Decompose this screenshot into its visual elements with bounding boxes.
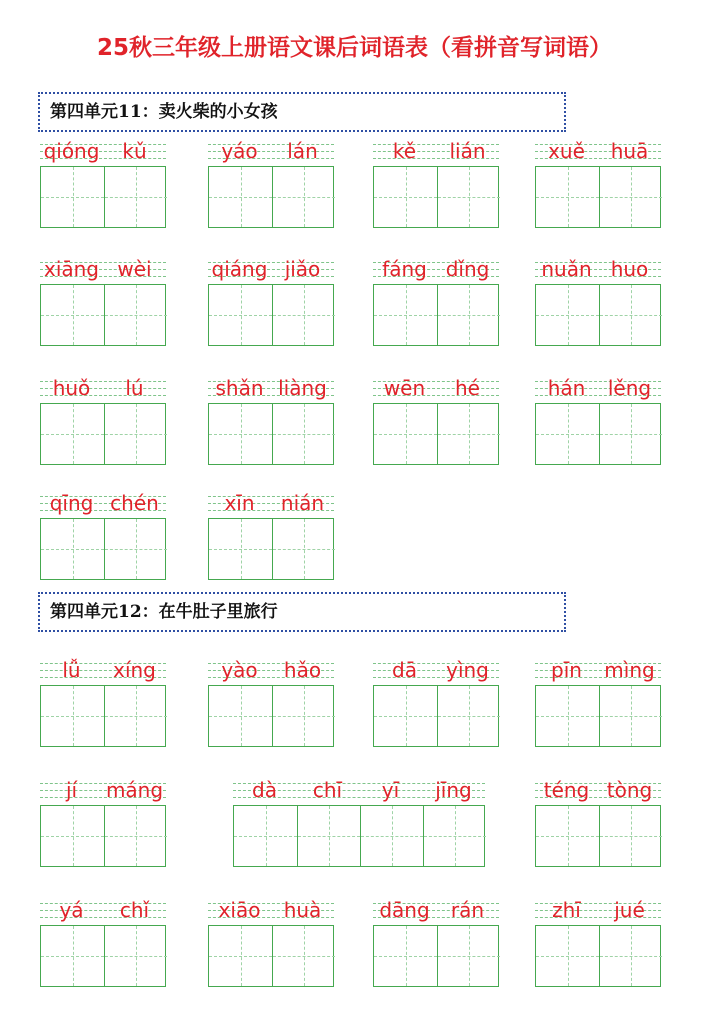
pinyin-syllable: xiāng xyxy=(43,257,100,281)
cell-vertical-guide xyxy=(392,806,393,866)
pinyin-syllable: yìng xyxy=(446,658,489,682)
cell-vertical-guide xyxy=(406,404,407,464)
writing-grid xyxy=(535,805,661,867)
cell-vertical-guide xyxy=(631,806,632,866)
pinyin-syllable: lǚ xyxy=(62,658,81,682)
cell-vertical-guide xyxy=(136,519,137,579)
tianzi-cell[interactable] xyxy=(536,926,599,986)
tianzi-cell[interactable] xyxy=(41,167,104,227)
cell-vertical-guide xyxy=(136,404,137,464)
word-box xyxy=(233,777,485,869)
pinyin-row xyxy=(373,256,499,282)
pinyin-syllable: lián xyxy=(449,139,486,163)
pinyin-syllable: lú xyxy=(125,376,144,400)
cell-vertical-guide xyxy=(73,167,74,227)
tianzi-cell[interactable] xyxy=(41,285,104,345)
tianzi-cell[interactable] xyxy=(272,167,335,227)
tianzi-cell[interactable] xyxy=(104,926,167,986)
word-box xyxy=(535,138,661,230)
pinyin-row xyxy=(208,256,334,282)
cell-vertical-guide xyxy=(568,686,569,746)
pinyin-row xyxy=(40,897,166,923)
cell-vertical-guide xyxy=(568,806,569,866)
cell-vertical-guide xyxy=(136,167,137,227)
pinyin-syllable: lán xyxy=(287,139,318,163)
pinyin-syllable: tòng xyxy=(606,778,653,802)
tianzi-cell[interactable] xyxy=(104,285,167,345)
tianzi-cell[interactable] xyxy=(104,167,167,227)
tianzi-cell[interactable] xyxy=(437,285,500,345)
pinyin-syllable: hán xyxy=(547,376,586,400)
word-box xyxy=(535,897,661,989)
tianzi-cell[interactable] xyxy=(209,519,272,579)
tianzi-cell[interactable] xyxy=(104,404,167,464)
tianzi-cell[interactable] xyxy=(209,285,272,345)
tianzi-cell[interactable] xyxy=(360,806,423,866)
cell-vertical-guide xyxy=(304,686,305,746)
tianzi-cell[interactable] xyxy=(437,926,500,986)
word-box xyxy=(208,256,334,348)
tianzi-cell[interactable] xyxy=(536,806,599,866)
pinyin-syllable: shǎn xyxy=(215,376,264,400)
pinyin-syllable: yào xyxy=(221,658,258,682)
pinyin-syllable: rán xyxy=(450,898,485,922)
tianzi-cell[interactable] xyxy=(374,926,437,986)
word-box xyxy=(535,256,661,348)
writing-grid xyxy=(208,685,334,747)
pinyin-row xyxy=(208,138,334,164)
pinyin-syllable: yī xyxy=(381,778,400,802)
pinyin-syllable: yá xyxy=(59,898,84,922)
cell-vertical-guide xyxy=(73,519,74,579)
pinyin-syllable: xīn xyxy=(224,491,255,515)
cell-vertical-guide xyxy=(568,926,569,986)
tianzi-cell[interactable] xyxy=(297,806,360,866)
word-box xyxy=(373,897,499,989)
word-box xyxy=(373,657,499,749)
cell-vertical-guide xyxy=(455,806,456,866)
cell-vertical-guide xyxy=(406,167,407,227)
writing-grid xyxy=(373,403,499,465)
writing-grid xyxy=(373,685,499,747)
tianzi-cell[interactable] xyxy=(536,686,599,746)
writing-grid xyxy=(535,685,661,747)
cell-vertical-guide xyxy=(73,806,74,866)
tianzi-cell[interactable] xyxy=(423,806,486,866)
cell-vertical-guide xyxy=(241,167,242,227)
tianzi-cell[interactable] xyxy=(41,926,104,986)
pinyin-row xyxy=(373,138,499,164)
pinyin-syllable: xiāo xyxy=(218,898,261,922)
cell-vertical-guide xyxy=(304,519,305,579)
cell-vertical-guide xyxy=(469,926,470,986)
cell-vertical-guide xyxy=(329,806,330,866)
writing-grid xyxy=(40,518,166,580)
writing-grid xyxy=(535,166,661,228)
writing-grid xyxy=(208,284,334,346)
pinyin-row xyxy=(208,897,334,923)
cell-vertical-guide xyxy=(631,285,632,345)
pinyin-syllable: qióng xyxy=(43,139,100,163)
pinyin-syllable: kě xyxy=(392,139,417,163)
tianzi-cell[interactable] xyxy=(599,926,662,986)
pinyin-syllable: dā xyxy=(392,658,417,682)
pinyin-syllable: fáng xyxy=(382,257,427,281)
pinyin-row xyxy=(233,777,485,803)
tianzi-cell[interactable] xyxy=(209,926,272,986)
pinyin-syllable: chén xyxy=(110,491,159,515)
pinyin-syllable: chǐ xyxy=(119,898,150,922)
pinyin-row xyxy=(40,138,166,164)
pinyin-syllable: jué xyxy=(614,898,645,922)
pinyin-syllable: pīn xyxy=(551,658,582,682)
word-box xyxy=(40,490,166,582)
word-box xyxy=(208,657,334,749)
cell-vertical-guide xyxy=(406,686,407,746)
cell-vertical-guide xyxy=(241,926,242,986)
cell-vertical-guide xyxy=(136,285,137,345)
tianzi-cell[interactable] xyxy=(104,686,167,746)
pinyin-syllable: wēn xyxy=(383,376,426,400)
tianzi-cell[interactable] xyxy=(599,167,662,227)
writing-grid xyxy=(40,805,166,867)
cell-vertical-guide xyxy=(136,686,137,746)
tianzi-cell[interactable] xyxy=(437,686,500,746)
tianzi-cell[interactable] xyxy=(599,285,662,345)
tianzi-cell[interactable] xyxy=(374,167,437,227)
cell-vertical-guide xyxy=(568,285,569,345)
pinyin-row xyxy=(373,897,499,923)
pinyin-syllable: nián xyxy=(280,491,325,515)
tianzi-cell[interactable] xyxy=(437,167,500,227)
cell-vertical-guide xyxy=(73,686,74,746)
cell-vertical-guide xyxy=(241,686,242,746)
word-box xyxy=(40,657,166,749)
tianzi-cell[interactable] xyxy=(209,404,272,464)
writing-grid xyxy=(535,403,661,465)
word-box xyxy=(40,138,166,230)
tianzi-cell[interactable] xyxy=(374,285,437,345)
writing-grid xyxy=(208,166,334,228)
word-box xyxy=(535,777,661,869)
tianzi-cell[interactable] xyxy=(272,519,335,579)
cell-vertical-guide xyxy=(241,519,242,579)
tianzi-cell[interactable] xyxy=(104,519,167,579)
pinyin-row xyxy=(535,777,661,803)
cell-vertical-guide xyxy=(631,167,632,227)
tianzi-cell[interactable] xyxy=(272,926,335,986)
tianzi-cell[interactable] xyxy=(41,519,104,579)
writing-grid xyxy=(208,925,334,987)
pinyin-syllable: kǔ xyxy=(122,139,147,163)
pinyin-syllable: jīng xyxy=(435,778,472,802)
writing-grid xyxy=(40,284,166,346)
cell-vertical-guide xyxy=(136,806,137,866)
word-box xyxy=(535,657,661,749)
writing-grid xyxy=(373,166,499,228)
word-box xyxy=(373,138,499,230)
tianzi-cell[interactable] xyxy=(272,285,335,345)
pinyin-syllable: dāng xyxy=(379,898,430,922)
tianzi-cell[interactable] xyxy=(437,404,500,464)
tianzi-cell[interactable] xyxy=(209,686,272,746)
cell-vertical-guide xyxy=(73,404,74,464)
writing-grid xyxy=(535,925,661,987)
cell-vertical-guide xyxy=(568,404,569,464)
writing-grid xyxy=(208,518,334,580)
pinyin-syllable: nuǎn xyxy=(541,257,592,281)
pinyin-row xyxy=(208,375,334,401)
pinyin-row xyxy=(40,375,166,401)
tianzi-cell[interactable] xyxy=(104,806,167,866)
writing-grid xyxy=(373,284,499,346)
cell-vertical-guide xyxy=(304,285,305,345)
word-box xyxy=(535,375,661,467)
tianzi-cell[interactable] xyxy=(41,806,104,866)
pinyin-syllable: huā xyxy=(610,139,649,163)
cell-vertical-guide xyxy=(568,167,569,227)
pinyin-row xyxy=(40,777,166,803)
cell-vertical-guide xyxy=(469,285,470,345)
tianzi-cell[interactable] xyxy=(536,167,599,227)
word-box xyxy=(40,777,166,869)
tianzi-cell[interactable] xyxy=(234,806,297,866)
word-box xyxy=(208,138,334,230)
pinyin-syllable: qīng xyxy=(49,491,94,515)
word-box xyxy=(40,897,166,989)
cell-vertical-guide xyxy=(469,404,470,464)
cell-vertical-guide xyxy=(73,926,74,986)
pinyin-row xyxy=(373,375,499,401)
word-box xyxy=(40,256,166,348)
pinyin-row xyxy=(208,657,334,683)
pinyin-syllable: liàng xyxy=(278,376,327,400)
pinyin-syllable: lěng xyxy=(607,376,652,400)
pinyin-syllable: yáo xyxy=(221,139,258,163)
tianzi-cell[interactable] xyxy=(599,806,662,866)
pinyin-syllable: hé xyxy=(455,376,480,400)
pinyin-syllable: chī xyxy=(312,778,343,802)
cell-vertical-guide xyxy=(631,404,632,464)
pinyin-syllable: xíng xyxy=(113,658,156,682)
tianzi-cell[interactable] xyxy=(272,686,335,746)
pinyin-syllable: máng xyxy=(105,778,164,802)
tianzi-cell[interactable] xyxy=(536,285,599,345)
pinyin-syllable: wèi xyxy=(117,257,152,281)
cell-vertical-guide xyxy=(241,404,242,464)
pinyin-row xyxy=(40,490,166,516)
pinyin-syllable: xuě xyxy=(548,139,585,163)
cell-vertical-guide xyxy=(304,926,305,986)
writing-grid xyxy=(40,925,166,987)
writing-grid xyxy=(40,685,166,747)
unit-header-11: 第四单元11：卖火柴的小女孩 xyxy=(38,92,566,132)
cell-vertical-guide xyxy=(304,404,305,464)
tianzi-cell[interactable] xyxy=(599,686,662,746)
word-box xyxy=(208,375,334,467)
pinyin-syllable: jí xyxy=(65,778,78,802)
word-box xyxy=(40,375,166,467)
pinyin-row xyxy=(40,657,166,683)
cell-vertical-guide xyxy=(469,686,470,746)
pinyin-syllable: jiǎo xyxy=(284,257,321,281)
writing-grid xyxy=(40,403,166,465)
tianzi-cell[interactable] xyxy=(41,686,104,746)
pinyin-syllable: huo xyxy=(610,257,649,281)
cell-vertical-guide xyxy=(631,686,632,746)
pinyin-row xyxy=(373,657,499,683)
tianzi-cell[interactable] xyxy=(374,404,437,464)
pinyin-syllable: qiáng xyxy=(211,257,268,281)
writing-grid xyxy=(40,166,166,228)
pinyin-row xyxy=(535,256,661,282)
pinyin-syllable: mìng xyxy=(604,658,655,682)
word-box xyxy=(208,490,334,582)
pinyin-row xyxy=(535,657,661,683)
tianzi-cell[interactable] xyxy=(536,404,599,464)
pinyin-row xyxy=(208,490,334,516)
cell-vertical-guide xyxy=(241,285,242,345)
unit-header-12: 第四单元12：在牛肚子里旅行 xyxy=(38,592,566,632)
cell-vertical-guide xyxy=(266,806,267,866)
cell-vertical-guide xyxy=(136,926,137,986)
tianzi-cell[interactable] xyxy=(272,404,335,464)
writing-grid xyxy=(535,284,661,346)
pinyin-row xyxy=(40,256,166,282)
pinyin-syllable: hǎo xyxy=(283,658,322,682)
word-box xyxy=(373,375,499,467)
tianzi-cell[interactable] xyxy=(599,404,662,464)
cell-vertical-guide xyxy=(73,285,74,345)
pinyin-syllable: téng xyxy=(543,778,590,802)
word-box xyxy=(373,256,499,348)
tianzi-cell[interactable] xyxy=(41,404,104,464)
tianzi-cell[interactable] xyxy=(374,686,437,746)
writing-grid xyxy=(208,403,334,465)
pinyin-syllable: dǐng xyxy=(445,257,490,281)
pinyin-row xyxy=(535,375,661,401)
cell-vertical-guide xyxy=(406,285,407,345)
word-box xyxy=(208,897,334,989)
pinyin-syllable: dà xyxy=(252,778,277,802)
pinyin-row xyxy=(535,138,661,164)
cell-vertical-guide xyxy=(469,167,470,227)
cell-vertical-guide xyxy=(406,926,407,986)
pinyin-syllable: huǒ xyxy=(52,376,91,400)
writing-grid xyxy=(233,805,485,867)
pinyin-syllable: zhī xyxy=(552,898,581,922)
cell-vertical-guide xyxy=(631,926,632,986)
pinyin-syllable: huà xyxy=(283,898,322,922)
writing-grid xyxy=(373,925,499,987)
tianzi-cell[interactable] xyxy=(209,167,272,227)
cell-vertical-guide xyxy=(304,167,305,227)
page-title: 25秋三年级上册语文课后词语表（看拼音写词语） xyxy=(96,35,612,61)
pinyin-row xyxy=(535,897,661,923)
